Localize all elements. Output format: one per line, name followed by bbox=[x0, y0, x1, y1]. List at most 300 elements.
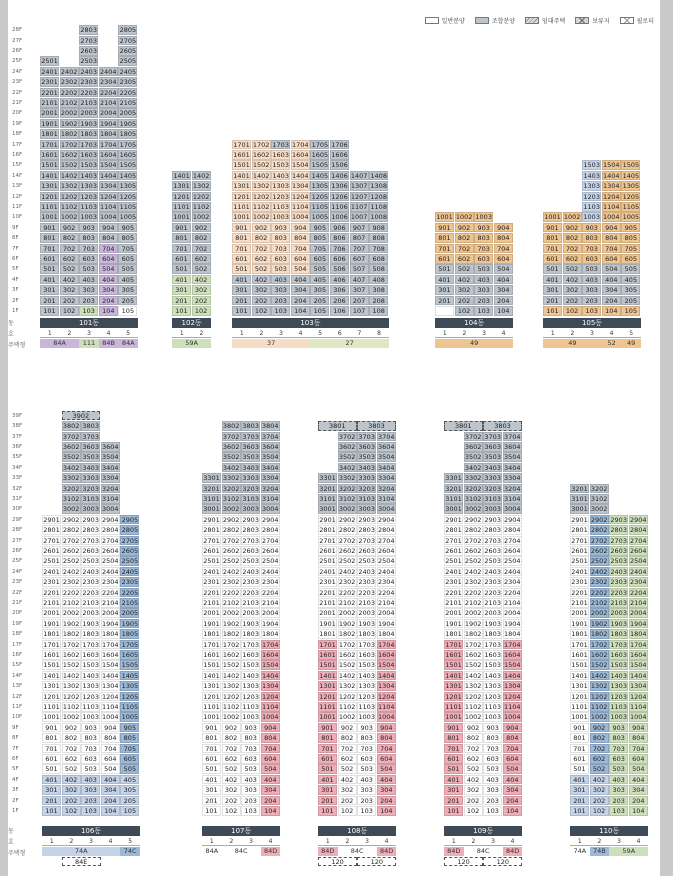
unit-cell[interactable]: 2803 bbox=[80, 26, 97, 35]
unit-cell[interactable]: 1301 bbox=[233, 182, 250, 191]
unit-cell[interactable]: 403 bbox=[81, 775, 100, 785]
unit-cell[interactable]: 3203 bbox=[484, 484, 501, 493]
unit-cell[interactable]: 1803 bbox=[484, 630, 501, 639]
unit-cell[interactable]: 603 bbox=[357, 754, 376, 764]
unit-cell[interactable]: 1104 bbox=[262, 703, 279, 711]
unit-cell[interactable]: 3002 bbox=[222, 505, 240, 514]
unit-cell[interactable]: 1402 bbox=[222, 671, 240, 680]
unit-cell[interactable]: 2403 bbox=[484, 567, 501, 576]
unit-cell[interactable]: 1902 bbox=[62, 619, 80, 628]
unit-cell[interactable]: 1604 bbox=[292, 151, 309, 159]
unit-cell[interactable]: 2903 bbox=[242, 515, 259, 524]
unit-cell[interactable]: 3002 bbox=[464, 505, 482, 514]
unit-cell[interactable]: 701 bbox=[318, 744, 337, 754]
unit-cell[interactable]: 1804 bbox=[100, 130, 117, 139]
unit-cell[interactable]: 2202 bbox=[62, 588, 80, 597]
unit-cell[interactable]: 3604 bbox=[262, 443, 279, 451]
unit-cell[interactable]: 3103 bbox=[82, 495, 99, 503]
unit-cell[interactable]: 307 bbox=[350, 285, 369, 295]
unit-cell[interactable]: 1104 bbox=[102, 703, 119, 711]
unit-cell[interactable]: 1202 bbox=[590, 692, 608, 701]
unit-cell[interactable]: 1602 bbox=[252, 151, 270, 159]
unit-cell[interactable]: 102 bbox=[563, 306, 582, 316]
unit-cell[interactable]: 401 bbox=[232, 275, 251, 285]
unit-cell[interactable]: 1704 bbox=[100, 140, 117, 149]
unit-cell[interactable]: 301 bbox=[202, 785, 221, 795]
unit-cell[interactable]: 2303 bbox=[484, 578, 501, 587]
unit-cell[interactable]: 1005 bbox=[311, 213, 329, 222]
unit-cell[interactable]: 1601 bbox=[233, 151, 250, 159]
unit-cell[interactable]: 1101 bbox=[173, 203, 190, 211]
unit-cell[interactable]: 1901 bbox=[571, 619, 588, 628]
unit-cell[interactable]: 2403 bbox=[358, 567, 375, 576]
unit-cell[interactable]: 305 bbox=[120, 785, 139, 795]
unit-cell[interactable]: 2701 bbox=[445, 536, 462, 545]
unit-cell[interactable]: 2805 bbox=[119, 26, 137, 35]
unit-cell[interactable]: 1102 bbox=[338, 703, 356, 711]
unit-cell[interactable]: 602 bbox=[338, 754, 357, 764]
unit-cell[interactable]: 3103 bbox=[358, 495, 375, 503]
unit-cell[interactable]: 1706 bbox=[331, 140, 348, 149]
unit-cell[interactable]: 304 bbox=[99, 285, 118, 295]
unit-cell[interactable]: 1303 bbox=[80, 182, 97, 191]
unit-cell[interactable]: 1401 bbox=[173, 171, 190, 180]
unit-cell[interactable]: 1001 bbox=[41, 213, 58, 222]
unit-cell[interactable]: 503 bbox=[582, 264, 601, 274]
unit-cell[interactable]: 3001 bbox=[203, 505, 220, 514]
unit-cell[interactable]: 106 bbox=[330, 306, 349, 316]
unit-cell[interactable]: 2603 bbox=[610, 547, 627, 555]
unit-cell[interactable]: 1308 bbox=[370, 182, 387, 191]
unit-cell[interactable]: 2201 bbox=[203, 588, 220, 597]
unit-cell[interactable]: 504 bbox=[377, 764, 396, 774]
unit-cell[interactable]: 3002 bbox=[338, 505, 356, 514]
unit-cell[interactable]: 3103 bbox=[484, 495, 501, 503]
unit-cell[interactable]: 1101 bbox=[203, 703, 220, 711]
unit-cell[interactable]: 2503 bbox=[610, 557, 627, 566]
unit-cell[interactable]: 3101 bbox=[319, 495, 336, 503]
unit-cell[interactable]: 1404 bbox=[262, 671, 279, 680]
unit-cell[interactable]: 2403 bbox=[80, 67, 97, 76]
unit-cell[interactable]: 3804 bbox=[262, 422, 279, 431]
unit-cell[interactable]: 2601 bbox=[445, 547, 462, 555]
unit-cell[interactable]: 901 bbox=[318, 723, 337, 733]
unit-cell[interactable]: 604 bbox=[602, 254, 621, 264]
unit-cell[interactable]: 1003 bbox=[358, 713, 375, 722]
unit-cell[interactable]: 1902 bbox=[60, 119, 78, 128]
unit-cell[interactable]: 2502 bbox=[62, 557, 80, 566]
unit-cell[interactable]: 303 bbox=[81, 785, 100, 795]
unit-cell[interactable]: 201 bbox=[232, 296, 251, 306]
unit-cell[interactable]: 305 bbox=[118, 285, 137, 295]
unit-cell[interactable]: 803 bbox=[357, 733, 376, 743]
unit-cell[interactable]: 1101 bbox=[445, 703, 462, 711]
unit-cell[interactable]: 602 bbox=[222, 754, 241, 764]
unit-cell[interactable]: 3603 bbox=[358, 443, 375, 451]
unit-cell[interactable]: 2003 bbox=[610, 609, 627, 618]
unit-cell[interactable]: 402 bbox=[338, 775, 357, 785]
unit-cell[interactable]: 503 bbox=[81, 764, 100, 774]
unit-cell[interactable]: 1703 bbox=[358, 640, 375, 649]
unit-cell[interactable]: 706 bbox=[330, 244, 349, 254]
unit-cell[interactable]: 801 bbox=[202, 733, 221, 743]
unit-cell[interactable]: 401 bbox=[42, 775, 61, 785]
unit-cell[interactable]: 801 bbox=[570, 733, 589, 743]
unit-cell[interactable]: 103 bbox=[79, 306, 98, 316]
unit-cell[interactable]: 2103 bbox=[484, 599, 501, 607]
unit-cell[interactable]: 304 bbox=[377, 785, 396, 795]
unit-cell[interactable]: 402 bbox=[455, 275, 474, 285]
unit-cell[interactable]: 1105 bbox=[622, 203, 640, 211]
unit-cell[interactable]: 2001 bbox=[445, 609, 462, 618]
unit-cell[interactable]: 2601 bbox=[319, 547, 336, 555]
unit-cell[interactable]: 1004 bbox=[100, 213, 117, 222]
unit-cell[interactable]: 203 bbox=[81, 796, 100, 806]
unit-cell[interactable]: 904 bbox=[101, 723, 120, 733]
unit-cell[interactable]: 302 bbox=[60, 285, 79, 295]
unit-cell[interactable]: 1404 bbox=[504, 671, 521, 680]
unit-cell[interactable]: 604 bbox=[377, 754, 396, 764]
unit-cell[interactable]: 1002 bbox=[464, 713, 482, 722]
unit-cell[interactable]: 3303 bbox=[484, 474, 501, 483]
unit-cell[interactable]: 2404 bbox=[102, 567, 119, 576]
unit-cell[interactable]: 301 bbox=[232, 285, 251, 295]
unit-cell[interactable]: 1004 bbox=[102, 713, 119, 722]
unit-cell[interactable]: 305 bbox=[621, 285, 640, 295]
unit-cell[interactable]: 3004 bbox=[102, 505, 119, 514]
unit-cell[interactable]: 1504 bbox=[292, 161, 309, 170]
unit-cell[interactable]: 1201 bbox=[41, 192, 58, 201]
unit-cell[interactable]: 2901 bbox=[319, 515, 336, 524]
unit-cell[interactable]: 1903 bbox=[242, 619, 259, 628]
unit-cell[interactable]: 204 bbox=[101, 796, 120, 806]
unit-cell[interactable]: 1404 bbox=[292, 171, 309, 180]
unit-cell[interactable]: 904 bbox=[261, 723, 280, 733]
combined-unit-cell[interactable]: 3801 bbox=[318, 421, 357, 431]
unit-cell[interactable]: 2702 bbox=[338, 536, 356, 545]
unit-cell[interactable]: 105 bbox=[118, 306, 137, 316]
unit-cell[interactable]: 203 bbox=[241, 796, 260, 806]
unit-cell[interactable]: 3604 bbox=[504, 443, 521, 451]
unit-cell[interactable]: 601 bbox=[543, 254, 562, 264]
unit-cell[interactable]: 704 bbox=[291, 244, 310, 254]
unit-cell[interactable]: 2003 bbox=[82, 609, 99, 618]
unit-cell[interactable]: 2701 bbox=[571, 536, 588, 545]
unit-cell[interactable]: 503 bbox=[357, 764, 376, 774]
unit-cell[interactable]: 802 bbox=[590, 733, 609, 743]
unit-cell[interactable]: 302 bbox=[338, 785, 357, 795]
unit-cell[interactable]: 403 bbox=[271, 275, 290, 285]
unit-cell[interactable]: 2104 bbox=[378, 599, 395, 607]
unit-cell[interactable]: 902 bbox=[455, 223, 474, 233]
unit-cell[interactable]: 201 bbox=[40, 296, 59, 306]
unit-cell[interactable]: 703 bbox=[79, 244, 98, 254]
unit-cell[interactable]: 1104 bbox=[292, 203, 309, 211]
unit-cell[interactable]: 902 bbox=[563, 223, 582, 233]
unit-cell[interactable]: 2404 bbox=[504, 567, 521, 576]
unit-cell[interactable]: 104 bbox=[99, 306, 118, 316]
unit-cell[interactable]: 1904 bbox=[630, 619, 647, 628]
unit-cell[interactable]: 2301 bbox=[445, 578, 462, 587]
unit-cell[interactable]: 308 bbox=[369, 285, 388, 295]
unit-cell[interactable]: 2802 bbox=[464, 526, 482, 535]
unit-cell[interactable]: 402 bbox=[222, 775, 241, 785]
unit-cell[interactable]: 601 bbox=[172, 254, 191, 264]
unit-cell[interactable]: 2504 bbox=[630, 557, 647, 566]
unit-cell[interactable]: 2502 bbox=[338, 557, 356, 566]
unit-cell[interactable]: 101 bbox=[172, 306, 191, 316]
unit-cell[interactable]: 1002 bbox=[338, 713, 356, 722]
unit-cell[interactable]: 1901 bbox=[43, 619, 60, 628]
unit-cell[interactable]: 1502 bbox=[62, 661, 80, 670]
unit-cell[interactable]: 2804 bbox=[504, 526, 521, 535]
unit-cell[interactable]: 1203 bbox=[583, 192, 600, 201]
unit-cell[interactable]: 702 bbox=[60, 244, 79, 254]
unit-cell[interactable]: 3402 bbox=[222, 463, 240, 472]
unit-cell[interactable]: 1602 bbox=[464, 651, 482, 659]
unit-cell[interactable]: 904 bbox=[602, 223, 621, 233]
unit-cell[interactable]: 1804 bbox=[630, 630, 647, 639]
unit-cell[interactable]: 302 bbox=[563, 285, 582, 295]
unit-cell[interactable]: 2703 bbox=[358, 536, 375, 545]
unit-cell[interactable]: 1702 bbox=[62, 640, 80, 649]
unit-cell[interactable]: 1504 bbox=[378, 661, 395, 670]
unit-cell[interactable]: 1302 bbox=[222, 682, 240, 691]
unit-cell[interactable]: 702 bbox=[252, 244, 271, 254]
unit-cell[interactable]: 1101 bbox=[43, 703, 60, 711]
unit-cell[interactable]: 3202 bbox=[62, 484, 80, 493]
unit-cell[interactable]: 901 bbox=[232, 223, 251, 233]
unit-cell[interactable]: 503 bbox=[483, 764, 502, 774]
unit-cell[interactable]: 3003 bbox=[358, 505, 375, 514]
unit-cell[interactable]: 205 bbox=[120, 796, 139, 806]
unit-cell[interactable]: 801 bbox=[318, 733, 337, 743]
unit-cell[interactable]: 503 bbox=[271, 264, 290, 274]
unit-cell[interactable]: 102 bbox=[464, 806, 483, 816]
unit-cell[interactable]: 3404 bbox=[102, 463, 119, 472]
combined-unit-cell[interactable]: 3902 bbox=[62, 411, 101, 421]
unit-cell[interactable]: 303 bbox=[241, 785, 260, 795]
unit-cell[interactable]: 3003 bbox=[242, 505, 259, 514]
unit-cell[interactable]: 301 bbox=[40, 285, 59, 295]
unit-cell[interactable]: 3803 bbox=[82, 422, 99, 431]
unit-cell[interactable]: 1303 bbox=[82, 682, 99, 691]
unit-cell[interactable]: 1104 bbox=[378, 703, 395, 711]
unit-cell[interactable]: 2101 bbox=[203, 599, 220, 607]
unit-cell[interactable]: 1602 bbox=[338, 651, 356, 659]
unit-cell[interactable]: 2503 bbox=[358, 557, 375, 566]
unit-cell[interactable]: 1305 bbox=[121, 682, 139, 691]
unit-cell[interactable]: 504 bbox=[99, 264, 118, 274]
unit-cell[interactable]: 103 bbox=[271, 306, 290, 316]
unit-cell[interactable]: 703 bbox=[609, 744, 628, 754]
unit-cell[interactable]: 901 bbox=[444, 723, 463, 733]
unit-cell[interactable]: 2504 bbox=[378, 557, 395, 566]
unit-cell[interactable]: 3802 bbox=[62, 422, 80, 431]
unit-cell[interactable]: 403 bbox=[609, 775, 628, 785]
unit-cell[interactable]: 602 bbox=[455, 254, 474, 264]
unit-cell[interactable]: 1102 bbox=[252, 203, 270, 211]
unit-cell[interactable]: 1904 bbox=[378, 619, 395, 628]
unit-cell[interactable]: 1306 bbox=[331, 182, 348, 191]
unit-cell[interactable]: 2601 bbox=[43, 547, 60, 555]
unit-cell[interactable]: 1103 bbox=[358, 703, 375, 711]
unit-cell[interactable]: 1903 bbox=[358, 619, 375, 628]
unit-cell[interactable]: 1604 bbox=[378, 651, 395, 659]
unit-cell[interactable]: 2104 bbox=[504, 599, 521, 607]
unit-cell[interactable]: 3102 bbox=[222, 495, 240, 503]
unit-cell[interactable]: 804 bbox=[503, 733, 522, 743]
unit-cell[interactable]: 1202 bbox=[338, 692, 356, 701]
unit-cell[interactable]: 3703 bbox=[242, 432, 259, 441]
unit-cell[interactable]: 802 bbox=[464, 733, 483, 743]
unit-cell[interactable]: 1603 bbox=[272, 151, 289, 159]
unit-cell[interactable]: 2502 bbox=[590, 557, 608, 566]
unit-cell[interactable]: 304 bbox=[291, 285, 310, 295]
unit-cell[interactable]: 2602 bbox=[222, 547, 240, 555]
unit-cell[interactable]: 2804 bbox=[102, 526, 119, 535]
unit-cell[interactable]: 3603 bbox=[82, 443, 99, 451]
unit-cell[interactable]: 402 bbox=[192, 275, 211, 285]
unit-cell[interactable]: 805 bbox=[118, 233, 137, 243]
unit-cell[interactable]: 1204 bbox=[292, 192, 309, 201]
unit-cell[interactable]: 1803 bbox=[242, 630, 259, 639]
unit-cell[interactable]: 1204 bbox=[603, 192, 620, 201]
unit-cell[interactable]: 3703 bbox=[484, 432, 501, 441]
unit-cell[interactable]: 3404 bbox=[262, 463, 279, 472]
unit-cell[interactable]: 201 bbox=[172, 296, 191, 306]
unit-cell[interactable]: 505 bbox=[118, 264, 137, 274]
unit-cell[interactable]: 404 bbox=[377, 775, 396, 785]
unit-cell[interactable]: 3204 bbox=[504, 484, 521, 493]
unit-cell[interactable]: 504 bbox=[291, 264, 310, 274]
unit-cell[interactable]: 404 bbox=[101, 775, 120, 785]
unit-cell[interactable]: 1904 bbox=[100, 119, 117, 128]
unit-cell[interactable]: 501 bbox=[172, 264, 191, 274]
unit-cell[interactable]: 101 bbox=[444, 806, 463, 816]
unit-cell[interactable]: 1604 bbox=[504, 651, 521, 659]
unit-cell[interactable]: 405 bbox=[120, 775, 139, 785]
unit-cell[interactable]: 2305 bbox=[121, 578, 139, 587]
unit-cell[interactable]: 604 bbox=[494, 254, 513, 264]
unit-cell[interactable]: 2104 bbox=[262, 599, 279, 607]
unit-cell[interactable]: 1701 bbox=[319, 640, 336, 649]
unit-cell[interactable]: 104 bbox=[494, 306, 513, 316]
unit-cell[interactable]: 2001 bbox=[203, 609, 220, 618]
unit-cell[interactable]: 1002 bbox=[192, 213, 210, 222]
unit-cell[interactable]: 1701 bbox=[41, 140, 58, 149]
unit-cell[interactable]: 3104 bbox=[504, 495, 521, 503]
unit-cell[interactable]: 204 bbox=[291, 296, 310, 306]
unit-cell[interactable]: 1903 bbox=[484, 619, 501, 628]
unit-cell[interactable]: 1307 bbox=[350, 182, 368, 191]
unit-cell[interactable]: 202 bbox=[192, 296, 211, 306]
unit-cell[interactable]: 2505 bbox=[119, 57, 137, 66]
unit-cell[interactable]: 301 bbox=[543, 285, 562, 295]
unit-cell[interactable]: 202 bbox=[252, 296, 271, 306]
unit-cell[interactable]: 2903 bbox=[82, 515, 99, 524]
unit-cell[interactable]: 701 bbox=[202, 744, 221, 754]
unit-cell[interactable]: 2405 bbox=[119, 67, 137, 76]
unit-cell[interactable]: 2803 bbox=[82, 526, 99, 535]
unit-cell[interactable]: 802 bbox=[222, 733, 241, 743]
unit-cell[interactable]: 3703 bbox=[358, 432, 375, 441]
unit-cell[interactable]: 505 bbox=[120, 764, 139, 774]
unit-cell[interactable]: 1702 bbox=[464, 640, 482, 649]
unit-cell[interactable]: 208 bbox=[369, 296, 388, 306]
unit-cell[interactable]: 2401 bbox=[203, 567, 220, 576]
unit-cell[interactable]: 1704 bbox=[102, 640, 119, 649]
unit-cell[interactable]: 903 bbox=[474, 223, 493, 233]
unit-cell[interactable]: 102 bbox=[590, 806, 609, 816]
unit-cell[interactable]: 3303 bbox=[242, 474, 259, 483]
unit-cell[interactable]: 1802 bbox=[222, 630, 240, 639]
unit-cell[interactable]: 1403 bbox=[583, 171, 600, 180]
unit-cell[interactable]: 1401 bbox=[233, 171, 250, 180]
unit-cell[interactable]: 2203 bbox=[82, 588, 99, 597]
unit-cell[interactable]: 704 bbox=[629, 744, 648, 754]
unit-cell[interactable]: 602 bbox=[563, 254, 582, 264]
unit-cell[interactable]: 606 bbox=[330, 254, 349, 264]
unit-cell[interactable]: 1904 bbox=[262, 619, 279, 628]
unit-cell[interactable]: 1105 bbox=[119, 203, 137, 211]
unit-cell[interactable]: 1504 bbox=[262, 661, 279, 670]
unit-cell[interactable]: 202 bbox=[563, 296, 582, 306]
unit-cell[interactable]: 201 bbox=[570, 796, 589, 806]
unit-cell[interactable]: 3403 bbox=[358, 463, 375, 472]
unit-cell[interactable]: 1901 bbox=[319, 619, 336, 628]
unit-cell[interactable]: 1404 bbox=[603, 171, 620, 180]
unit-cell[interactable]: 403 bbox=[474, 275, 493, 285]
unit-cell[interactable]: 3602 bbox=[338, 443, 356, 451]
unit-cell[interactable]: 2202 bbox=[590, 588, 608, 597]
unit-cell[interactable]: 3504 bbox=[504, 453, 521, 462]
unit-cell[interactable]: 1302 bbox=[62, 682, 80, 691]
unit-cell[interactable]: 504 bbox=[629, 764, 648, 774]
unit-cell[interactable]: 1304 bbox=[630, 682, 647, 691]
unit-cell[interactable]: 2704 bbox=[504, 536, 521, 545]
unit-cell[interactable]: 602 bbox=[62, 754, 81, 764]
unit-cell[interactable]: 501 bbox=[40, 264, 59, 274]
unit-cell[interactable]: 204 bbox=[261, 796, 280, 806]
unit-cell[interactable]: 2603 bbox=[484, 547, 501, 555]
unit-cell[interactable]: 1201 bbox=[445, 692, 462, 701]
unit-cell[interactable]: 802 bbox=[252, 233, 271, 243]
unit-cell[interactable]: 804 bbox=[291, 233, 310, 243]
unit-cell[interactable] bbox=[435, 306, 454, 316]
unit-cell[interactable]: 1004 bbox=[603, 213, 620, 222]
unit-cell[interactable]: 603 bbox=[609, 754, 628, 764]
unit-cell[interactable]: 503 bbox=[241, 764, 260, 774]
unit-cell[interactable]: 1302 bbox=[192, 182, 210, 191]
unit-cell[interactable]: 1001 bbox=[233, 213, 250, 222]
unit-cell[interactable]: 304 bbox=[494, 285, 513, 295]
unit-cell[interactable]: 1305 bbox=[119, 182, 137, 191]
unit-cell[interactable]: 203 bbox=[483, 796, 502, 806]
unit-cell[interactable]: 1304 bbox=[102, 682, 119, 691]
unit-cell[interactable]: 907 bbox=[350, 223, 369, 233]
unit-cell[interactable]: 102 bbox=[338, 806, 357, 816]
unit-cell[interactable]: 2302 bbox=[590, 578, 608, 587]
unit-cell[interactable]: 3303 bbox=[82, 474, 99, 483]
unit-cell[interactable]: 2204 bbox=[504, 588, 521, 597]
unit-cell[interactable]: 1105 bbox=[311, 203, 329, 211]
unit-cell[interactable]: 1107 bbox=[350, 203, 368, 211]
unit-cell[interactable]: 3202 bbox=[590, 484, 608, 493]
unit-cell[interactable]: 2905 bbox=[121, 515, 139, 524]
unit-cell[interactable]: 1101 bbox=[41, 203, 58, 211]
unit-cell[interactable]: 1601 bbox=[571, 651, 588, 659]
